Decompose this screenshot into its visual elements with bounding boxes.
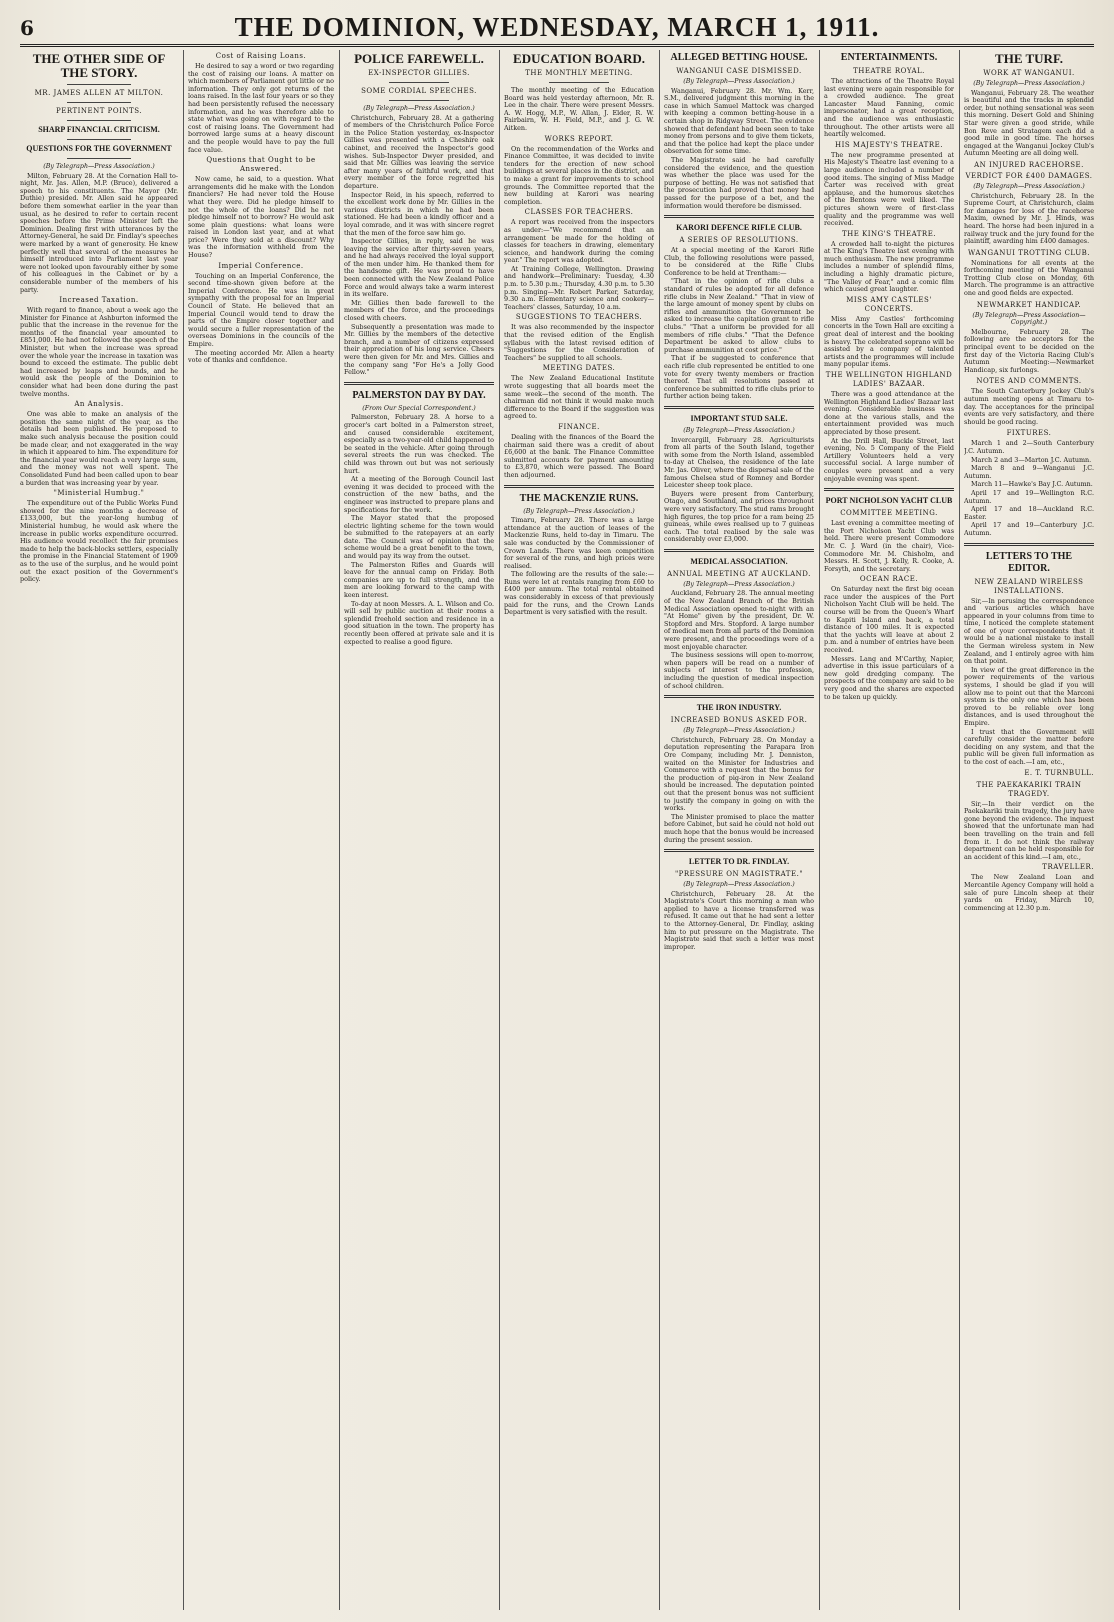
letter-paragraph: Sir,—In perusing the correspondence and various articles which have appeared in your columns from time to time, I noticed the complete statement of one of your correspondents that it would be a national mistake to install the German wireless system in New Zealand, and I entirely agree with him on that point. bbox=[964, 596, 1094, 666]
masthead bbox=[20, 10, 1094, 44]
gillies-deck-1: EX-INSPECTOR GILLIES. bbox=[368, 69, 470, 77]
fixture-item: April 17 and 19—Canterbury J.C. Autumn. bbox=[964, 521, 1094, 537]
education-paragraph: The monthly meeting of the Education Board was held yesterday afternoon, Mr. R. Lee in the chair. There were present Messrs. A. W. Hogg, M.P., W. Allan, J. Elder, R. W. Fairbairn, W. H. Field, M.P., and J. G. W. Aitken. bbox=[504, 86, 654, 132]
entertainments-paragraph: At the Drill Hall, Buckle Street, last evening, No. 5 Company of the Field Artillery Volunteers held a very successful social. A large number of couples were present and a very enjoyable evening was spent. bbox=[824, 436, 954, 483]
section-divider bbox=[504, 485, 654, 488]
injured-racehorse-heading: AN INJURED RACEHORSE. bbox=[974, 160, 1084, 169]
betting-deck: WANGANUI CASE DISMISSED. bbox=[676, 67, 802, 75]
column-1 bbox=[20, 50, 178, 1614]
theatre-royal-heading: THEATRE ROYAL. bbox=[853, 67, 925, 75]
section-divider bbox=[344, 382, 494, 385]
divider bbox=[549, 82, 609, 83]
allen-paragraph: Touching on an Imperial Conference, the second time-shown given before at the Imperial Conference. He was in great sympathy with the proposal for an Imperial Council of State. He believed that an Imperial Council would tend to draw the parts of the Empire closer together and would secure a fuller representation of the overseas Dominions in the councils of the Empire. bbox=[188, 271, 334, 348]
entertainments-paragraph: A crowded hall to-night the pictures at The King's Theatre last evening with much enthusiasm. The new programme includes a number of splendid films, including a highly dramatic picture, "The Valley of Fear," and a comic film which caused great laughter. bbox=[824, 239, 954, 294]
stud-credit: (By Telegraph—Press Association.) bbox=[683, 426, 795, 434]
allen-paragraph: Now came, he said, to a question. What arrangements did he make with the London financiers? He had never told the House what they were. Did he pledge himself to not the whole of the loans? Did he not pledge himself not to borrow? He would ask some plain questions: what loans were raised in London last year, and at what price? Were they sold at a discount? Why was the information withheld from the House? bbox=[188, 175, 334, 260]
entertainments-paragraph: The new programme presented at His Majesty's Theatre last evening to a large audience included a number of good items. The singing of Miss Madge Carter was received with great applause, and the humorous sketches of the Bentons were well liked. The pictures shown were of first-class quality and the programme was well received. bbox=[824, 150, 954, 228]
palmerston-paragraph: The Mayor stated that the proposed electric lighting scheme for the town would be submitted to the ratepayers at an early date. The Council was of opinion that the scheme would be a great benefit to the town, and would pay its way from the outset. bbox=[344, 514, 494, 561]
entertainments-headline: ENTERTAINMENTS. bbox=[840, 52, 938, 63]
column-4 bbox=[504, 50, 654, 1614]
allen-subhead: Increased Taxation. bbox=[59, 296, 139, 305]
stud-paragraph: Invercargill, February 28. Agriculturists from all parts of the South Island, together with some from the North Island, assembled to-day at Chelsea, the residence of the late Mr. Jas. Oliver, where the dispersal sale of the famous Chelsea stud of Romney and Border Leicester sheep took place. bbox=[664, 435, 814, 490]
medical-credit: (By Telegraph—Press Association.) bbox=[683, 580, 795, 588]
yacht-headline: PORT NICHOLSON YACHT CLUB bbox=[825, 496, 953, 506]
entertainments-paragraph: There was a good attendance at the Wellington Highland Ladies' Bazaar last evening. Considerable business was done at the various stalls, and the entertainment provided was much appreciated by those present. bbox=[824, 390, 954, 436]
yacht-paragraph: On Saturday next the first big ocean race under the auspices of the Port Nicholson Yacht Club will be held. The course will be from the Queen's Wharf to Kapiti Island and back, a total distance of 100 miles. It is expected that the yachts will leave at about 2 p.m. and a number of entries have been received. bbox=[824, 585, 954, 655]
iron-paragraph: The Minister promised to place the matter before Cabinet, but said he could not hold out much hope that the bonus would be increased during the present session. bbox=[664, 812, 814, 844]
column-5 bbox=[664, 50, 814, 1614]
allen-deck-3: SHARP FINANCIAL CRITICISM. bbox=[38, 125, 160, 134]
education-paragraph: It was also recommended by the inspector that the revised edition of the English syllabus with the latest revised edition of "Suggestions for the Consideration of Teachers" be supplied to all schools. bbox=[504, 323, 654, 362]
section-divider bbox=[664, 549, 814, 552]
education-subhead: WORKS REPORT. bbox=[544, 134, 614, 143]
palmerston-paragraph: At a meeting of the Borough Council last evening it was decided to proceed with the construction of the new baths, and the engineer was instructed to prepare plans and specifications for the work. bbox=[344, 475, 494, 514]
divider bbox=[67, 120, 130, 121]
column-rule bbox=[499, 50, 500, 1610]
fixture-item: March 11—Hawke's Bay J.C. Autumn. bbox=[971, 480, 1093, 489]
castles-concert-heading: MISS AMY CASTLES' CONCERTS. bbox=[846, 295, 932, 313]
stud-paragraph: Buyers were present from Canterbury, Otago, and Southland, and prices throughout were very satisfactory. The stud rams brought high figures, the top price for a ram being 25 guineas, while ewes realised up to 7 guineas each. The total realised by the sale was considerably over £3,000. bbox=[664, 489, 814, 544]
fixture-item: April 17 and 18—Auckland R.C. Easter. bbox=[964, 505, 1094, 521]
his-majestys-heading: HIS MAJESTY'S THEATRE. bbox=[835, 140, 943, 149]
education-paragraph: A report was received from the inspectors as under:—"We recommend that an arrangement be made for the holding of classes for teachers in drawing, elementary science, and handwork during the coming year." The report was adopted. bbox=[504, 218, 654, 265]
allen-credit: (By Telegraph—Press Association.) bbox=[43, 163, 155, 170]
allen-paragraph: With regard to finance, about a week ago the Minister for Finance at Ashburton informed the public that the increase in the revenue for the months of the financial year amounted to £851,000. He had not followed the speech of the Minister, but when the increase was spread over the whole year the increase in taxation was bound to exceed the estimate. The public debt had increased by leaps and bounds, and he would ask the people of the Dominion to consider what had been done during the past twelve months. bbox=[20, 306, 178, 398]
section-divider bbox=[664, 695, 814, 698]
education-paragraph: The New Zealand Educational Institute wrote suggesting that all boards meet the same week—the second of the month. The chairman did not think it would make much difference to the Board if the suggestion was agreed to. bbox=[504, 374, 654, 421]
allen-deck-2: PERTINENT POINTS. bbox=[56, 107, 142, 115]
page-number: 6 bbox=[20, 16, 34, 40]
allen-subhead: Imperial Conference. bbox=[218, 261, 304, 270]
entertainments-paragraph: Miss Amy Castles' forthcoming concerts in the Town Hall are exciting a great deal of interest and the booking is heavy. The celebrated soprano will be assisted by a company of talented artists and the programmes will include many popular items. bbox=[824, 314, 954, 369]
allen-deck-4: QUESTIONS FOR THE GOVERNMENT bbox=[26, 144, 172, 153]
turf-headline: THE TURF. bbox=[995, 51, 1063, 66]
divider bbox=[389, 100, 449, 101]
iron-credit: (By Telegraph—Press Association.) bbox=[683, 727, 795, 735]
turf-deck: WORK AT WANGANUI. bbox=[983, 69, 1075, 77]
allen-paragraph: The meeting accorded Mr. Allen a hearty vote of thanks and confidence. bbox=[188, 348, 334, 365]
iron-deck: INCREASED BONUS ASKED FOR. bbox=[670, 716, 808, 725]
column-rule bbox=[339, 50, 340, 1610]
palmerston-headline: PALMERSTON DAY BY DAY. bbox=[352, 389, 486, 401]
betting-headline: ALLEGED BETTING HOUSE. bbox=[670, 52, 808, 63]
fixtures-heading: FIXTURES. bbox=[1006, 429, 1052, 438]
allen-paragraph: One was able to make an analysis of the position the same night of the year, as the details had been published. He proposed to make such analysis because the position could be made clear, and not exaggerated in the way in which it appeared to him. The expenditure for the financial year would reach a very large sum, and the money was not well spent. The Consolidated Fund had been called upon to bear a burden that was increasing year by year. bbox=[20, 410, 178, 487]
allen-headline: THE OTHER SIDE OF THE STORY. bbox=[32, 51, 166, 80]
ocean-race-heading: OCEAN RACE. bbox=[859, 575, 919, 584]
bazaar-heading: THE WELLINGTON HIGHLAND LADIES' BAZAAR. bbox=[825, 371, 953, 388]
turf-credit: (By Telegraph—Press Association—Copyright.) bbox=[972, 311, 1086, 327]
turf-paragraph: The South Canterbury Jockey Club's autumn meeting opens at Timaru to-day. The acceptances for the principal events are very satisfactory, and there should be good racing. bbox=[964, 387, 1094, 426]
notes-comments-heading: NOTES AND COMMENTS. bbox=[976, 377, 1082, 386]
betting-paragraph: Wanganui, February 28. Mr. Wm. Kerr, S.M., delivered judgment this morning in the case in which Samuel Mattock was charged with keeping a common betting-house in a certain shop in Ridgway Street. The evidence showed that defendant had been seen to take money from persons and to give them tickets, and that the police had kept the place under observation for some time. bbox=[664, 86, 814, 156]
verdict-heading: VERDICT FOR £400 DAMAGES. bbox=[965, 171, 1093, 180]
mackenzie-headline: THE MACKENZIE RUNS. bbox=[519, 492, 639, 504]
turf-paragraph: Wanganui, February 28. The weather is beautiful and the tracks in splendid order, but nothing sensational was seen this morning. Desert Gold and Shining Star were given a good stride, while Bon Reve and Stratagem each did a good mile in good time. The horses engaged at the Wanganui Jockey Club's Autumn Meeting are all doing well. bbox=[964, 88, 1094, 158]
betting-paragraph: The Magistrate said he had carefully considered the evidence, and the question was whether the place was used for the purpose of betting. He was not satisfied that the prosecution had proved that money had passed for the purpose of a bet, and the information would therefore be dismissed. bbox=[664, 155, 814, 210]
letter-signature: TRAVELLER. bbox=[1042, 863, 1094, 872]
letters-headline: LETTERS TO THE EDITOR. bbox=[985, 550, 1073, 574]
entertainments-paragraph: The attractions of the Theatre Royal last evening were again responsible for a crowded audience. The great Lancaster Maud Fanning, comic impersonator, had a great reception, and the audience was enthusiastic throughout. The other artists were all heartily welcomed. bbox=[824, 77, 954, 139]
divider bbox=[389, 82, 449, 83]
divider bbox=[67, 84, 130, 85]
medical-paragraph: Auckland, February 28. The annual meeting of the New Zealand Branch of the British Medical Association opened to-night with an "At Home" given by the president, Dr. W. Stopford and Mrs. Stopford. A large number of medical men from all parts of the Dominion were present, and the proceedings were of a most enjoyable character. bbox=[664, 589, 814, 651]
paekakariki-heading: THE PAEKAKARIKI TRAIN TRAGEDY. bbox=[976, 780, 1082, 798]
education-headline: EDUCATION BOARD. bbox=[513, 51, 645, 66]
section-divider bbox=[664, 849, 814, 852]
section-divider bbox=[964, 543, 1094, 546]
gillies-headline: POLICE FAREWELL. bbox=[354, 51, 484, 66]
letter-paragraph: Sir,—In their verdict on the Paekakariki train tragedy, the jury have gone beyond the evidence. The inquest showed that the unfortunate man had been travelling on the train and fell from it. I do not think the railway department can be held responsible for an accident of this kind.—I am, etc., bbox=[964, 799, 1094, 861]
notice-paragraph: The New Zealand Loan and Mercantile Agency Company will hold a sale of pure Lincoln sheep at their yards on Friday, March 10, commencing at 12.30 p.m. bbox=[964, 873, 1094, 912]
medical-headline: MEDICAL ASSOCIATION. bbox=[690, 556, 788, 566]
karori-headline: KARORI DEFENCE RIFLE CLUB. bbox=[676, 223, 802, 233]
findlay-paragraph: Christchurch, February 28. At the Magistrate's Court this morning a man who applied to have a license transferred was refused. It came out that he had sent a letter to the Attorney-General, Dr. Findlay, asking him to put pressure on the Magistrate. The Magistrate said that such a letter was most improper. bbox=[664, 889, 814, 951]
education-paragraph: On the recommendation of the Works and Finance Committee, it was decided to invite tenders for the erection of new school buildings at several places in the district, and to make a grant for improvements to school grounds. The Committee reported that the new building at Karori was nearing completion. bbox=[504, 144, 654, 206]
kings-theatre-heading: THE KING'S THEATRE. bbox=[841, 229, 937, 238]
education-subhead: SUGGESTIONS TO TEACHERS. bbox=[515, 313, 643, 322]
masthead-rule bbox=[20, 44, 1094, 47]
allen-deck-1: MR. JAMES ALLEN AT MILTON. bbox=[34, 89, 164, 97]
findlay-headline: LETTER TO DR. FINDLAY. bbox=[688, 857, 790, 867]
column-2 bbox=[188, 50, 334, 1614]
trotting-club-heading: WANGANUI TROTTING CLUB. bbox=[968, 248, 1090, 257]
gillies-deck-2: SOME CORDIAL SPEECHES. bbox=[361, 87, 477, 95]
newspaper-title: THE DOMINION, WEDNESDAY, MARCH 1, 1911. bbox=[234, 12, 880, 42]
turf-paragraph: Nominations for all events at the forthcoming meeting of the Wanganui Trotting Club close on Monday, 6th March. The programme is an attractive one and good fields are expected. bbox=[964, 258, 1094, 298]
allen-paragraph: He desired to say a word or two regarding the cost of raising our loans. A matter on which members of Parliament got little or no information. They only got returns of the loans raised. In the last four years or so they had been persistently refused the necessary information, and he was therefore able to state what was going on with regard to the cost of raising loans. The Government had borrowed large sums at a heavy discount and the people would have to pay the full face value. bbox=[188, 62, 334, 154]
iron-headline: THE IRON INDUSTRY. bbox=[696, 703, 782, 713]
yacht-deck: COMMITTEE MEETING. bbox=[840, 509, 938, 518]
fixture-item: March 1 and 2—South Canterbury J.C. Autumn. bbox=[964, 439, 1094, 455]
allen-subhead: Cost of Raising Loans. bbox=[215, 52, 307, 60]
yacht-paragraph: Last evening a committee meeting of the Port Nicholson Yacht Club was held. There were present Commodore Mr. C. J. Ward (in the chair), Vice-Commodore Mr. M. Chisholm, and Messrs. H. Scott, J. Kelly, R. Cooke, A. Forsyth, and the secretary. bbox=[824, 519, 954, 573]
gillies-paragraph: Inspector Gillies, in reply, said he was leaving the service after thirty-seven years, and he had always received the loyal support of the men under him. He thanked them for the handsome gift. He was proud to have been connected with the New Zealand Police Force and would always take a warm interest in its welfare. bbox=[344, 237, 494, 299]
stud-headline: IMPORTANT STUD SALE. bbox=[690, 413, 788, 423]
newmarket-heading: NEWMARKET HANDICAP. bbox=[976, 300, 1082, 309]
allen-subhead: An Analysis. bbox=[74, 400, 124, 409]
mackenzie-credit: (By Telegraph—Press Association.) bbox=[523, 507, 635, 515]
wireless-heading: NEW ZEALAND WIRELESS INSTALLATIONS. bbox=[974, 577, 1084, 595]
findlay-credit: (By Telegraph—Press Association.) bbox=[683, 881, 795, 889]
letter-paragraph: I trust that the Government will carefully consider the matter before deciding on any system, and that the public will be given full information as to the cost of each.—I am, etc., bbox=[964, 727, 1094, 766]
gillies-paragraph: Mr. Gillies then bade farewell to the members of the force, and the proceedings closed with cheers. bbox=[344, 298, 494, 323]
column-rule bbox=[959, 50, 960, 1610]
palmerston-paragraph: Palmerston, February 28. A horse to a grocer's cart bolted in a Palmerston street, and caused considerable excitement, especially as a two-year-old child happened to be seated in the vehicle. After going through several streets the run was checked. The child was thrown out but was not seriously hurt. bbox=[344, 413, 494, 475]
turf-credit: (By Telegraph—Press Association.) bbox=[973, 182, 1085, 190]
education-paragraph: At Training College, Wellington. Drawing and handwork—Preliminary: Tuesday, 4.30 p.m. to 5.30 p.m.; Thursday, 4.30 p.m. to 5.30 p.m. Singing—Mr. Robert Parker, Saturday, 9.30 a.m. Elementary science and cookery—Teachers' classes, Saturday, 10 a.m. bbox=[504, 264, 654, 311]
gillies-paragraph: Christchurch, February 28. At a gathering of members of the Christchurch Police Force in the Police Station yesterday, ex-Inspector Gillies was presented with a Cheshire oak cabinet, and received the Inspector's good wishes. Sub-Inspector Dwyer presided, and said that Mr. Gillies was leaving the service after many years of faithful work, and that every member of the force regretted his departure. bbox=[344, 113, 494, 190]
palmerston-credit: (From Our Special Correspondent.) bbox=[362, 404, 476, 412]
divider bbox=[67, 102, 130, 103]
column-7 bbox=[964, 50, 1094, 1614]
karori-paragraph: That if be suggested to conference that each rifle club represented be entitled to one vote for every twenty members or fraction thereof. That all resolutions passed at conference be submitted to rifle clubs prior to further action being taken. bbox=[664, 354, 814, 401]
karori-paragraph: "That in the opinion of rifle clubs a standard of rules be adopted for all defence rifle clubs in New Zealand." "That in view of the large amount of money spent by clubs on rifles and ammunition the Government be asked to increase the capitation grant to rifle clubs." "That a uniform be provided for all members of rifle clubs." "That the Defence Department be asked to allow clubs to purchase ammunition at cost price." bbox=[664, 277, 814, 354]
turf-credit: (By Telegraph—Press Association.) bbox=[973, 80, 1085, 87]
letter-paragraph: In view of the great difference in the power requirements of the various systems, I should be glad if you will allow me to point out that the Marconi system is the only one which has been proved to be reliable over long distances, and is used throughout the Empire. bbox=[964, 665, 1094, 727]
divider bbox=[67, 139, 130, 140]
section-divider bbox=[824, 488, 954, 491]
column-rule bbox=[819, 50, 820, 1610]
education-subhead: MEETING DATES. bbox=[542, 364, 616, 373]
turf-paragraph: Melbourne, February 28. The following are the acceptors for the principal event to be decided on the first day of the Victoria Racing Club's Autumn Meeting:—Newmarket Handicap, six furlongs. bbox=[964, 327, 1094, 374]
education-subhead: FINANCE. bbox=[558, 422, 600, 431]
fixture-item: March 8 and 9—Wanganui J.C. Autumn. bbox=[964, 464, 1094, 480]
betting-credit: (By Telegraph—Press Association.) bbox=[683, 78, 795, 85]
karori-paragraph: At a special meeting of the Karori Rifle Club, the following resolutions were passed, to be considered at the Rifle Clubs Conference to be held at Trentham:— bbox=[664, 246, 814, 277]
section-divider bbox=[664, 406, 814, 409]
column-rule bbox=[183, 50, 184, 1610]
column-rule bbox=[659, 50, 660, 1610]
gillies-paragraph: Subsequently a presentation was made to Mr. Gillies by the members of the detective branch, and a number of citizens expressed their appreciation of his long service. Cheers were then given for Mr. and Mrs. Gillies and the company sang "For He's a Jolly Good Fellow." bbox=[344, 322, 494, 377]
iron-paragraph: Christchurch, February 28. On Monday a deputation representing the Parapara Iron Ore Company, including Mr. J. Denniston, waited on the Minister for Industries and Commerce with a request that the bonus for the production of pig-iron in New Zealand should be increased. The deputation pointed out that the present bonus was not sufficient to justify the company in going on with the works. bbox=[664, 735, 814, 813]
gillies-credit: (By Telegraph—Press Association.) bbox=[363, 105, 475, 112]
fixture-item: April 17 and 19—Wellington R.C. Autumn. bbox=[964, 488, 1094, 505]
education-paragraph: Dealing with the finances of the Board the chairman said there was a credit of about £6,600 at the bank. The Finance Committee submitted accounts for payment amounting to £3,870, which were passed. The Board then adjourned. bbox=[504, 432, 654, 479]
column-6 bbox=[824, 50, 954, 1614]
palmerston-paragraph: To-day at noon Messrs. A. L. Wilson and Co. will sell by public auction at their rooms a splendid freehold section and residence in a good situation in the town. The property has recently been offered at private sale and it is expected to realise a good figure. bbox=[344, 599, 494, 646]
mackenzie-paragraph: The following are the results of the sale:—Runs were let at rentals ranging from £60 to £400 per annum. The total rental obtained was considerably in excess of that previously paid for the runs, and the Crown Lands Department is very satisfied with the result. bbox=[504, 570, 654, 617]
gillies-paragraph: Inspector Reid, in his speech, referred to the excellent work done by Mr. Gillies in the various districts in which he had been stationed. He had been a kindly officer and a loyal comrade, and it was with sincere regret that the men of the force saw him go. bbox=[344, 190, 494, 237]
column-3 bbox=[344, 50, 494, 1614]
fixture-item: March 2 and 3—Marton J.C. Autumn. bbox=[971, 455, 1092, 464]
letter-signature: E. T. TURNBULL. bbox=[1024, 768, 1094, 777]
education-subhead: CLASSES FOR TEACHERS. bbox=[524, 208, 634, 217]
allen-subhead: "Ministerial Humbug." bbox=[53, 489, 145, 498]
medical-paragraph: The business sessions will open to-morrow, when papers will be read on a number of subjects of interest to the profession, including the question of medical inspection of school children. bbox=[664, 651, 814, 690]
yacht-paragraph: Messrs. Lang and M'Carthy, Napier, advertise in this issue particulars of a new gold dredging company. The prospects of the company are said to be very good and the shares are expected to be taken up quickly. bbox=[824, 654, 954, 701]
palmerston-paragraph: The Palmerston Rifles and Guards will leave for the annual camp on Friday. Both companies are up to full strength, and the men are looking forward to the camp with keen interest. bbox=[344, 560, 494, 600]
medical-deck: ANNUAL MEETING AT AUCKLAND. bbox=[667, 569, 811, 578]
karori-deck: A SERIES OF RESOLUTIONS. bbox=[679, 236, 799, 245]
allen-paragraph: Milton, February 28. At the Cornation Hall to-night, Mr. Jas. Allen, M.P. (Bruce), delivered a speech to his constituents. The Mayor (Mr. Duthie) presided. Mr. Allen said he appeared before them somewhat earlier in the year than usual, as he desired to refer to certain recent speeches before the Prime Minister left the Dominion. Dealing first with utterances by the Attorney-General, he said Dr. Findlay's speeches were marked by a want of generosity. He knew perfectly well that several of the measures he himself introduced into Parliament last year were not looked upon favourably either by some of his colleagues in the Cabinet or by a considerable number of the members of his party. bbox=[20, 171, 178, 294]
allen-paragraph: The expenditure out of the Public Works Fund showed for the nine months a decrease of £133,000, but the year-long humbug of Ministerial humbug, he would ask where the increase in public works expenditure occurred. His audience would recollect the fair promises made to help the back-blocks settlers, especially the promise in the Financial Statement of 1909 as to the use of the surplus, and he would point out the exact position of the Government's policy. bbox=[20, 499, 178, 584]
section-divider bbox=[664, 215, 814, 218]
allen-subhead: Questions that Ought to be Answered. bbox=[206, 156, 316, 174]
education-deck: THE MONTHLY MEETING. bbox=[525, 69, 633, 77]
divider bbox=[67, 158, 130, 159]
mackenzie-paragraph: Timaru, February 28. There was a large attendance at the auction of leases of the Mackenzie Runs, held to-day in Timaru. The sale was conducted by the Commissioner of Crown Lands. There was keen competition for several of the runs, and high prices were realised. bbox=[504, 516, 654, 570]
turf-paragraph: Christchurch, February 28. In the Supreme Court, at Christchurch, claim for damages for loss of the racehorse Maxim, owned by Mr. J. Hinds, was heard. The horse had been injured in a railway truck and the jury found for the plaintiff, awarding him £400 damages. bbox=[964, 191, 1094, 246]
findlay-deck: "PRESSURE ON MAGISTRATE." bbox=[674, 870, 804, 879]
